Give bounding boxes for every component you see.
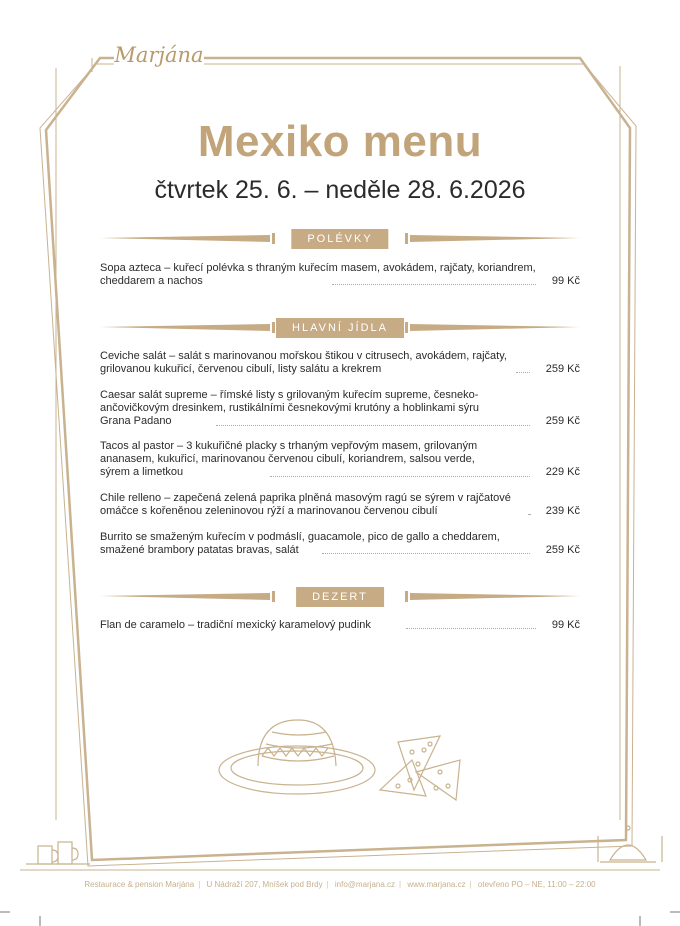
item-price: 259 Kč [545,415,580,428]
item-description: Sopa azteca – kuřecí polévka s thraným kuřecím masem, avokádem, rajčaty, koriandrem, cheddarem a nachos [100,262,536,288]
item-description: Burrito se smaženým kuřecím v podmáslí, guacamole, pico de gallo a cheddarem, smažené brambory patatas bravas, salát [100,531,500,557]
item-description: Flan de caramelo – tradiční mexický karamelový pudink [100,619,371,631]
menu-item [100,619,580,632]
page-title: Mexiko menu [197,117,483,166]
menu-item [100,531,580,557]
leader-dots [516,372,530,373]
cloche-icon [598,826,662,862]
menu-item [100,440,580,480]
section-label: POLÉVKY [291,229,388,249]
item-price: 99 Kč [551,275,580,288]
footer-address: U Nádraží 207, Mníšek pod Brdy [206,880,323,889]
section-header-hlavni-jidla [100,318,580,338]
item-description: Ceviche salát – salát s marinovanou mořskou štikou v citrusech, avokádem, rajčaty, grilovanou kukuřicí, červenou cibulí, listy salátu a krekrem [100,350,507,376]
leader-dots [322,553,530,554]
footer-email[interactable]: info@marjana.cz [334,880,396,889]
section-label: HLAVNÍ JÍDLA [276,318,404,338]
footer-hours: otevřeno PO – NE, 11:00 – 22:00 [477,880,596,889]
footer: Restaurace & pension Marjána | U Nádraží 207, Mníšek pod Brdy | info@marjana.cz | www.marjana.cz | otevřeno PO – NE, 11:00 – 22:00 [84,880,596,889]
footer-web[interactable]: www.marjana.cz [407,880,466,889]
section-label: DEZERT [296,587,384,607]
item-description: Tacos al pastor – 3 kukuřičné placky s trhaným vepřovým masem, grilovaným ananasem, kukuřicí, marinovanou červenou cibulí, koriandrem, salsou verde, sýrem a limetkou [100,440,478,479]
item-price: 239 Kč [545,505,580,518]
section-header-polevky [100,229,580,249]
beer-icon [26,842,90,864]
section-header-dezert [100,587,580,607]
item-description: Caesar salát supreme – římské listy s grilovaným kuřecím supreme, česneko-ančovičkovým dresinkem, rustikálními česnekovými krutóny a hoblinkami sýru Grana Padano [100,389,480,428]
date-range: čtvrtek 25. 6. – neděle 28. 6.2026 [154,176,526,204]
menu-item [100,350,580,376]
menu-item [100,492,580,518]
item-price: 259 Kč [545,363,580,376]
leader-dots [216,425,530,426]
item-price: 259 Kč [545,544,580,557]
leader-dots [528,514,530,515]
menu-item [100,389,580,429]
footer-name: Restaurace & pension Marjána [84,880,195,889]
leader-dots [332,284,536,285]
leader-dots [406,628,536,629]
leader-dots [270,476,530,477]
sombrero-icon [219,720,375,794]
brand-logo: Marjána [114,40,204,70]
menu-item [100,262,580,288]
item-price: 229 Kč [545,466,580,479]
item-description: Chile relleno – zapečená zelená paprika plněná masovým ragú se sýrem v rajčatové omáčce s kořeněnou zeleninovou rýží a marinovanou červenou cibulí [100,492,511,518]
nachos-icon [380,736,460,800]
item-price: 99 Kč [551,619,580,631]
